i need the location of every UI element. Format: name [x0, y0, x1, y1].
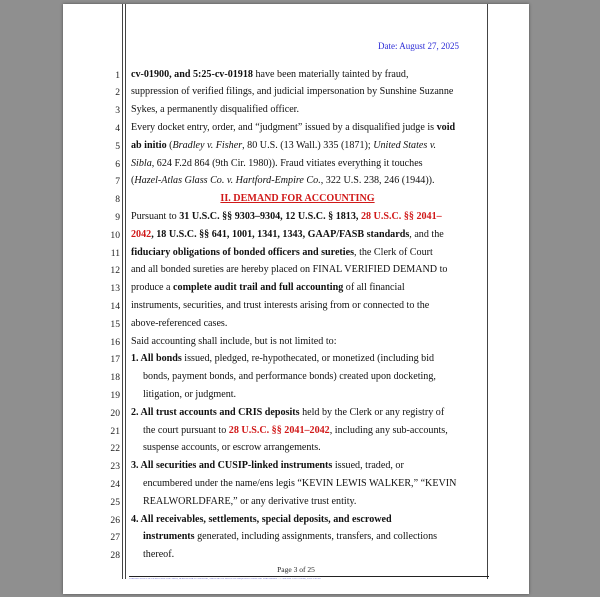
line-number: 8: [115, 194, 120, 205]
text-line-12: and all bonded sureties are hereby placed on FINAL VERIFIED DEMAND to: [131, 264, 448, 275]
text-line-4: Every docket entry, order, and “judgment” issued by a disqualified judge is void: [131, 122, 456, 133]
line-number: 6: [115, 159, 120, 170]
text-line-24: encumbered under the name/ens legis “KEVIN LEWIS WALKER,” “KEVIN: [143, 478, 457, 489]
text-line-2: suppression of verified filings, and judicial impersonation by Sunshine Suzanne: [131, 86, 454, 97]
text-line-11: fiduciary obligations of bonded officers and sureties, the Clerk of Court: [131, 247, 433, 258]
line-number: 20: [110, 408, 120, 419]
line-number: 11: [110, 248, 120, 259]
text-line-6: Sibla, 624 F.2d 864 (9th Cir. 1980)). Fraud vitiates everything it touches: [131, 158, 423, 169]
list-item-2: 2. All trust accounts and CRIS deposits held by the Clerk or any registry of: [131, 407, 445, 418]
line-number: 25: [110, 497, 120, 508]
line-number: 3: [115, 105, 120, 116]
line-number: 10: [110, 230, 120, 241]
line-number: 1: [115, 70, 120, 81]
text-line-25: REALWORLDFARE,” or any derivative trust entity.: [143, 496, 357, 507]
line-number: 13: [110, 283, 120, 294]
line-number: 7: [115, 176, 120, 187]
text-line-14: instruments, securities, and trust interests arising from or connected to the: [131, 300, 430, 311]
line-number: 22: [110, 443, 120, 454]
text-line-13: produce a complete audit trail and full accounting of all financial: [131, 282, 405, 293]
text-line-9: Pursuant to 31 U.S.C. §§ 9303–9304, 12 U.S.C. § 1813, 28 U.S.C. §§ 2041–: [131, 211, 442, 222]
line-number: 27: [110, 532, 120, 543]
line-number: 24: [110, 479, 120, 490]
text-line-15: above-referenced cases.: [131, 318, 228, 329]
line-number: 23: [110, 461, 120, 472]
text-line-7: (Hazel-Atlas Glass Co. v. Hartford-Empire Co., 322 U.S. 238, 246 (1944)).: [131, 175, 435, 186]
text-line-22: suspense accounts, or escrow arrangements.: [143, 442, 321, 453]
line-number: 5: [115, 141, 120, 152]
text-line-5: ab initio (Bradley v. Fisher, 80 U.S. (13 Wall.) 335 (1871); United States v.: [131, 140, 437, 151]
list-item-1: 1. All bonds issued, pledged, re-hypothecated, or monetized (including bid: [131, 353, 435, 364]
line-number: 9: [115, 212, 120, 223]
left-margin-rule: [122, 4, 123, 579]
line-number: 18: [110, 372, 120, 383]
page-number: Page 3 of 25: [277, 565, 315, 574]
text-line-10: 2042, 18 U.S.C. §§ 641, 1001, 1341, 1343, GAAP/FASB standards, and the: [131, 229, 444, 240]
line-number: 2: [115, 87, 120, 98]
text-line-27: instruments generated, including assignments, transfers, and collections: [143, 531, 438, 542]
list-item-3: 3. All securities and CUSIP-linked instruments issued, traded, or: [131, 460, 404, 471]
line-number: 19: [110, 390, 120, 401]
line-number: 14: [110, 301, 120, 312]
left-margin-rule-inner: [125, 4, 126, 579]
line-number: 12: [110, 265, 120, 276]
document-page: [63, 4, 529, 594]
text-line-3: Sykes, a permanently disqualified officer.: [131, 104, 299, 115]
text-line-18: bonds, payment bonds, and performance bonds) created upon docketing,: [143, 371, 436, 382]
line-number: 26: [110, 515, 120, 526]
line-number: 16: [110, 337, 120, 348]
line-number: 4: [115, 123, 120, 134]
text-line-28: thereof.: [143, 549, 175, 560]
line-number: 17: [110, 354, 120, 365]
section-heading: II. DEMAND FOR ACCOUNTING: [220, 193, 375, 204]
text-line-19: litigation, or judgment.: [143, 389, 237, 400]
line-number: 21: [110, 426, 120, 437]
list-item-4: 4. All receivables, settlements, special deposits, and escrowed: [131, 514, 392, 525]
line-number: 15: [110, 319, 120, 330]
text-line-1: cv-01900, and 5:25-cv-01918 have been materially tainted by fraud,: [131, 69, 409, 80]
header-date: Date: August 27, 2025: [378, 41, 459, 51]
text-line-21: the court pursuant to 28 U.S.C. §§ 2041–2042, including any sub-accounts,: [143, 425, 448, 436]
footer-rule: [129, 576, 489, 577]
line-number: 28: [110, 550, 120, 561]
text-line-16: Said accounting shall include, but is not limited to:: [131, 336, 337, 347]
footer-caption: VERIFIED NOTICE OF FRAUD UPON THE COURT, DEMAND FOR ACCOUNTING, AND JUDICIAL NOTICE OF DISQUALIFICATION AND VOID ORDERS — CASE NOS. 5:25-CV-01900, 5:25-CV-01918: [129, 578, 321, 580]
